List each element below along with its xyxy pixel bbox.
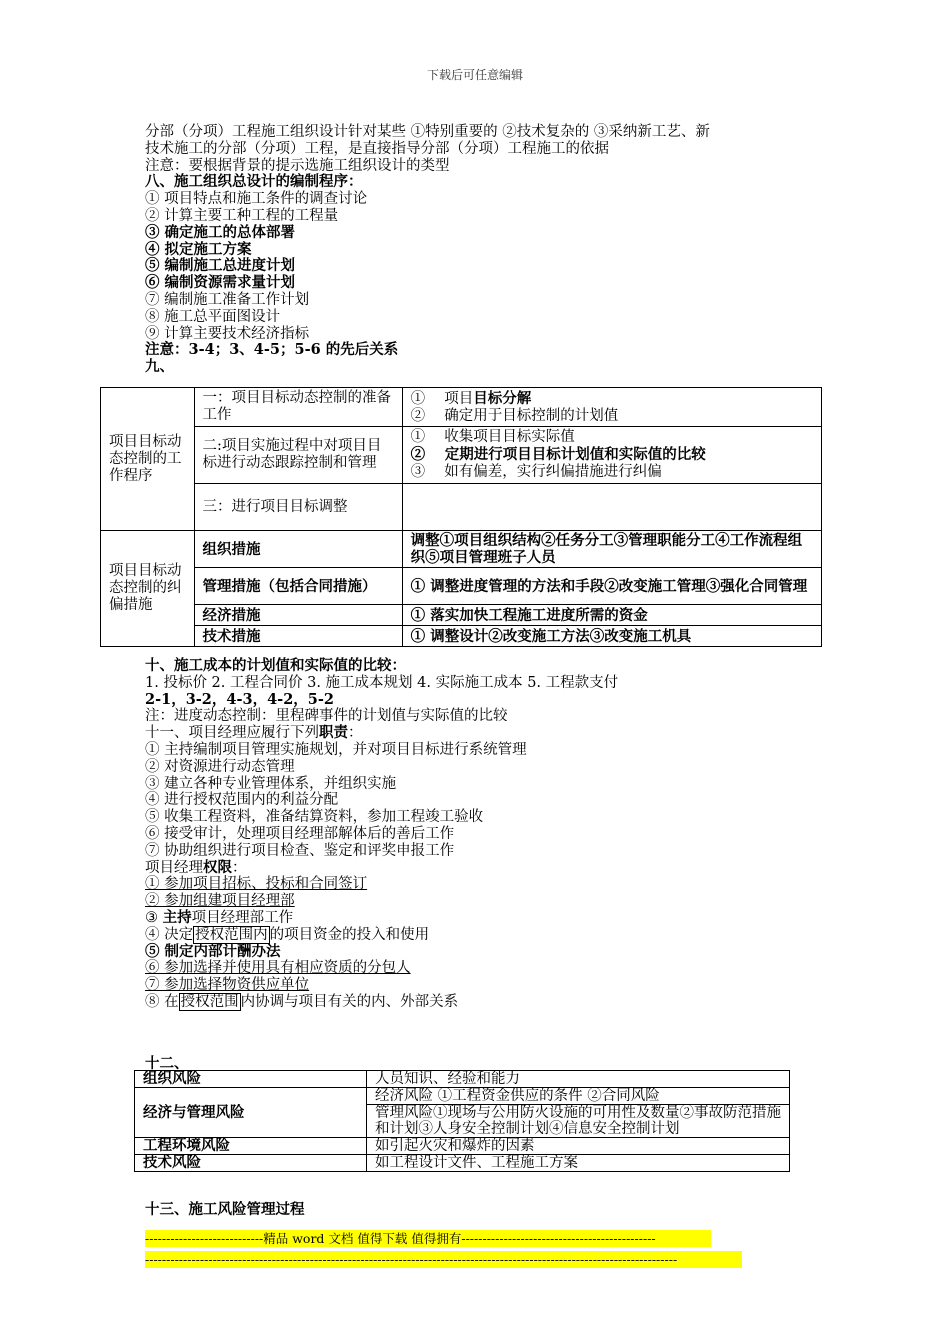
table-row <box>101 388 822 427</box>
table-cell: 调整①项目组织结构②任务分工③管理职能分工④工作流程组织⑤项目管理班子人员 <box>402 531 821 568</box>
dynamic-control-table <box>100 387 822 647</box>
list-item <box>145 910 825 927</box>
list-item: ⑤ 收集工程资料，准备结算资料，参加工程竣工验收 <box>145 809 484 826</box>
underlined-text: ⑥ 参加选择并使用具有相应资质的分包人 <box>145 960 411 977</box>
table-row <box>101 626 822 647</box>
cell-text: ① 收集项目目标实际值 <box>410 429 575 446</box>
section-12-title: 十二、 <box>145 1055 189 1072</box>
list-item <box>145 977 825 994</box>
cell-text: ① 项目 <box>410 390 474 407</box>
table-cell: 一：项目目标动态控制的准备工作 <box>194 388 402 427</box>
title-text: 项目经理 <box>145 859 203 876</box>
risk-table <box>134 1070 790 1172</box>
list-item: ④ 进行授权范围内的利益分配 <box>145 792 339 809</box>
cell-text-bold: 目标分解 <box>473 389 532 407</box>
item-text: ③ <box>145 909 163 926</box>
section-8-note: 注意：3-4；3、4-5；5-6 的先后关系 <box>145 341 399 359</box>
table-cell: ① 落实加快工程施工进度所需的资金 <box>402 605 821 626</box>
table-cell: ① 调整设计②改变施工方法③改变施工机具 <box>402 626 821 647</box>
intro-line: 分部（分项）工程施工组织设计针对某些 ①特别重要的 ②技术复杂的 ③采纳新工艺、新 <box>145 124 710 140</box>
footer-banner <box>145 1230 742 1272</box>
list-item: ② 计算主要工种工程的工程量 <box>145 207 339 224</box>
table-row <box>101 484 822 531</box>
list-item <box>145 960 825 977</box>
table-cell-group: 项目目标动态控制的工作程序 <box>101 388 195 531</box>
list-item: ⑦ 编制施工准备工作计划 <box>145 291 310 308</box>
title-text: 十一、项目经理应履行下列 <box>145 725 319 742</box>
table-cell <box>402 427 821 484</box>
list-item: ⑥ 接受审计，处理项目经理部解体后的善后工作 <box>145 825 455 842</box>
list-item: ③ 确定施工的总体部署 <box>145 223 296 241</box>
list-item: ⑧ 施工总平面图设计 <box>145 308 281 325</box>
table-row <box>135 1138 790 1155</box>
item-text-bold: 主持 <box>162 908 192 926</box>
section-9-title: 九、 <box>145 358 174 376</box>
table-cell-key: 技术风险 <box>135 1155 367 1172</box>
cell-text: ② 确定用于目标控制的计划值 <box>410 407 619 424</box>
underlined-text: ② 参加组建项目经理部 <box>145 893 295 910</box>
cell-text: ② 定期进行项目 <box>410 446 532 464</box>
footer-line: ----------------------------精品 word 文档 值得下载 值得拥有---------------------------------------------- <box>145 1230 711 1247</box>
text-line: 1. 投标价 2. 工程合同价 3. 施工成本规划 4. 实际施工成本 5. 工程款支付 <box>145 674 619 691</box>
list-item <box>145 876 825 893</box>
table-cell: 组织措施 <box>194 531 402 568</box>
table-cell: 经济措施 <box>194 605 402 626</box>
list-item <box>145 893 825 910</box>
list-item: ⑦ 协助组织进行项目检查、鉴定和评奖申报工作 <box>145 842 455 859</box>
text-line: 2-1，3-2，4-3，4-2，5-2 <box>145 690 334 708</box>
table-cell: ① 调整进度管理的方法和手段②改变施工管理③强化合同管理 <box>402 568 821 605</box>
table-row <box>135 1155 790 1172</box>
list-item: ④ 拟定施工方案 <box>145 240 252 258</box>
intro-line: 技术施工的分部（分项）工程，是直接指导分部（分项）工程施工的依据 <box>145 140 609 157</box>
list-item: ⑨ 计算主要技术经济指标 <box>145 325 310 342</box>
table-cell-key: 组织风险 <box>135 1071 367 1088</box>
content-top <box>145 124 825 376</box>
section-11-title <box>145 725 825 742</box>
table-row <box>101 531 822 568</box>
title-text-bold: 职责 <box>319 724 348 742</box>
table-cell: 如工程设计文件、工程施工方案 <box>367 1155 790 1172</box>
page-header: 下载后可任意编辑 <box>426 68 523 82</box>
underlined-text: ⑦ 参加选择物资供应单位 <box>145 977 310 994</box>
list-item <box>145 927 825 944</box>
underlined-text: ① 参加项目招标、投标和合同签订 <box>145 876 368 893</box>
boxed-text: 授权范围 <box>180 993 239 1010</box>
table-cell: 技术措施 <box>194 626 402 647</box>
table-cell-key: 工程环境风险 <box>135 1138 367 1155</box>
boxed-text: 授权范围内 <box>195 926 268 943</box>
table-row <box>101 605 822 626</box>
table-cell: 管理风险①现场与公用防火设施的可用性及数量②事故防范措施和计划③人身安全控制计划④信息安全控制计划 <box>367 1105 790 1138</box>
item-text: 的项目资金的投入和使用 <box>269 926 430 943</box>
table-row <box>135 1071 790 1088</box>
table-cell <box>402 484 821 531</box>
list-item: ② 对资源进行动态管理 <box>145 758 295 775</box>
list-item <box>145 994 825 1011</box>
content-bottom <box>145 658 825 1011</box>
list-item: ⑤ 制定内部计酬办法 <box>145 942 281 960</box>
footer-line: ------------------------------------------------------------------------------------------------------------------------------ <box>145 1251 742 1268</box>
cell-text-bold: 目标计划值和实际值的比较 <box>531 446 706 464</box>
table-cell: 经济风险 ①工程资金供应的条件 ②合同风险 <box>367 1088 790 1105</box>
table-cell: 三：进行项目目标调整 <box>194 484 402 531</box>
table-cell: 二:项目实施过程中对项目目标进行动态跟踪控制和管理 <box>194 427 402 484</box>
item-text: ④ 决定 <box>145 926 194 943</box>
list-item: ⑤ 编制施工总进度计划 <box>145 257 296 275</box>
table-cell <box>402 388 821 427</box>
list-item: ① 主持编制项目管理实施规划，并对项目目标进行系统管理 <box>145 741 527 758</box>
rights-title <box>145 860 825 877</box>
title-text: ： <box>232 859 247 876</box>
item-text: ⑧ 在 <box>145 993 179 1010</box>
list-item: ⑥ 编制资源需求量计划 <box>145 274 296 292</box>
cell-text: ③ 如有偏差，实行纠偏措施进行纠偏 <box>410 464 662 481</box>
table-row <box>135 1088 790 1105</box>
text-line: 注：进度动态控制：里程碑事件的计划值与实际值的比较 <box>145 708 508 725</box>
table-row <box>101 427 822 484</box>
table-cell-key: 经济与管理风险 <box>135 1088 367 1138</box>
list-item: ① 项目特点和施工条件的调查讨论 <box>145 191 368 208</box>
table-cell-group: 项目目标动态控制的纠偏措施 <box>101 531 195 647</box>
title-text-bold: 权限 <box>203 858 232 876</box>
intro-note: 注意：要根据背景的提示选施工组织设计的类型 <box>145 157 450 174</box>
item-text: 项目经理部工作 <box>191 909 294 926</box>
table-cell: 管理措施（包括合同措施） <box>194 568 402 605</box>
section-10-title: 十、施工成本的计划值和实际值的比较： <box>145 657 406 674</box>
section-13-title: 十三、施工风险管理过程 <box>145 1201 305 1218</box>
table-cell: 人员知识、经验和能力 <box>367 1071 790 1088</box>
table-row <box>101 568 822 605</box>
item-text: 内协调与项目有关的内、外部关系 <box>240 993 459 1010</box>
title-text: ： <box>348 725 363 742</box>
table-cell: 如引起火灾和爆炸的因素 <box>367 1138 790 1155</box>
list-item: ③ 建立各种专业管理体系，并组织实施 <box>145 775 397 792</box>
section-8-title: 八、施工组织总设计的编制程序： <box>145 173 363 191</box>
